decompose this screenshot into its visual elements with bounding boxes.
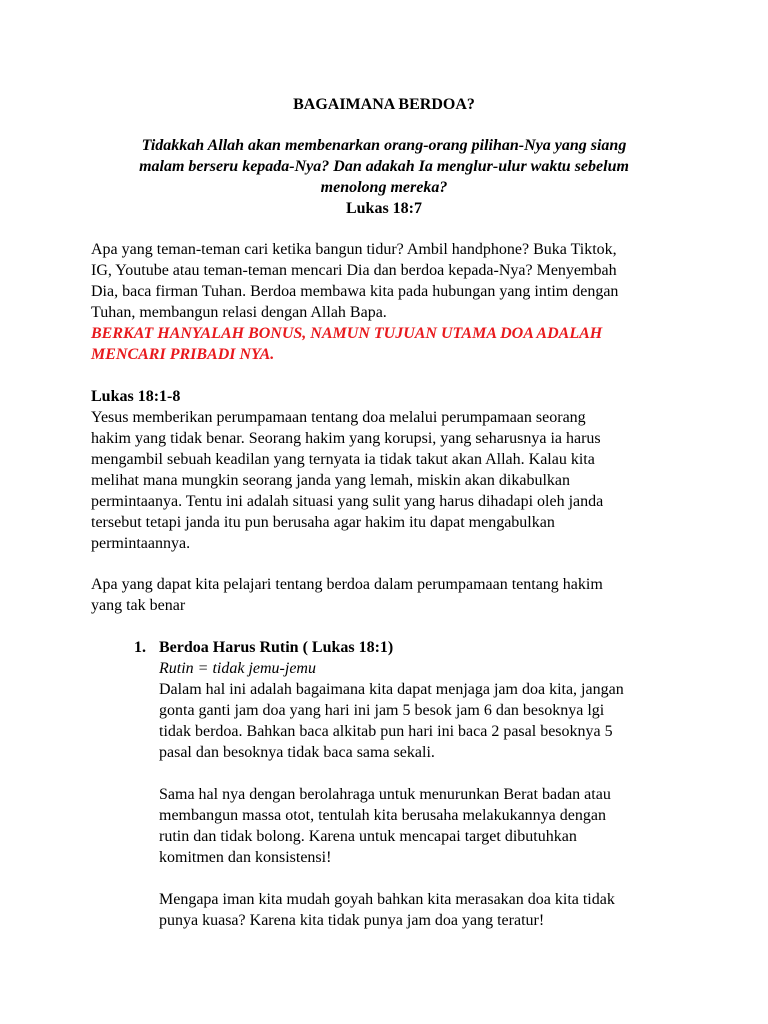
emphasis-line: BERKAT HANYALAH BONUS, NAMUN TUJUAN UTAMA DOA ADALAH [91,325,603,342]
parable-paragraph [91,407,603,554]
paragraph-line: gonta ganti jam doa yang hari ini jam 5 besok jam 6 dan besoknya lgi [159,702,605,719]
paragraph-line: Yesus memberikan perumpamaan tentang doa melalui perumpamaan seorang [91,409,586,426]
paragraph-line: tersebut tetapi janda itu pun berusaha agar hakim itu dapat mengabulkan [91,514,555,531]
paragraph-line: Apa yang teman-teman cari ketika bangun tidur? Ambil handphone? Buka Tiktok, [91,241,617,258]
verse-line: Tidakkah Allah akan membenarkan orang-orang pilihan-Nya yang siang [141,137,627,154]
list-item-number: 1. [134,639,146,656]
verse-line: menolong mereka? [320,179,448,196]
list-item-title: Berdoa Harus Rutin ( Lukas 18:1) [159,639,394,656]
paragraph-line: Dia, baca firman Tuhan. Berdoa membawa kita pada hubungan yang intim dengan [91,283,619,300]
paragraph-line: Apa yang dapat kita pelajari tentang berdoa dalam perumpamaan tentang hakim [91,576,603,593]
opening-verse [105,135,663,219]
paragraph-line: komitmen dan konsistensi! [159,849,332,866]
paragraph-line: hakim yang tidak benar. Seorang hakim yang korupsi, yang seharusnya ia harus [91,430,601,447]
paragraph-line: Tuhan, membangun relasi dengan Allah Bapa. [91,304,387,321]
paragraph-line: IG, Youtube atau teman-teman mencari Dia dan berdoa kepada-Nya? Menyembah [91,262,617,279]
document-title: BAGAIMANA BERDOA? [293,96,475,113]
paragraph-line: Mengapa iman kita mudah goyah bahkan kita merasakan doa kita tidak [159,891,615,908]
paragraph-line: Sama hal nya dengan berolahraga untuk menurunkan Berat badan atau [159,786,611,803]
paragraph-line: yang tak benar [91,597,186,614]
paragraph-line: permintaanya. Tentu ini adalah situasi yang sulit yang harus dihadapi oleh janda [91,493,604,510]
list-item-body [159,637,624,931]
paragraph-line: rutin dan tidak bolong. Karena untuk mencapai target dibutuhkan [159,828,577,845]
paragraph-line: punya kuasa? Karena kita tidak punya jam doa yang teratur! [159,912,545,929]
paragraph-line: membangun massa otot, tentulah kita berusaha melakukannya dengan [159,807,606,824]
paragraph-line: melihat mana mungkin seorang janda yang lemah, miskin akan dikabulkan [91,472,570,489]
paragraph-line: tidak berdoa. Bahkan baca alkitab pun hari ini baca 2 pasal besoknya 5 [159,723,613,740]
paragraph-gap [159,763,624,784]
paragraph-line: Dalam hal ini adalah bagaimana kita dapat menjaga jam doa kita, jangan [159,681,624,698]
lesson-intro-paragraph [91,574,603,616]
emphasis-statement [91,323,602,365]
intro-paragraph [91,239,618,323]
paragraph-line: permintaannya. [91,535,191,552]
section-heading: Lukas 18:1-8 [91,388,181,405]
paragraph-gap [159,868,624,889]
emphasis-line: MENCARI PRIBADI NYA. [91,346,275,363]
list-item-subtitle: Rutin = tidak jemu-jemu [159,660,316,677]
paragraph-line: pasal dan besoknya tidak baca sama sekali. [159,744,435,761]
verse-line: malam berseru kepada-Nya? Dan adakah Ia menglur-ulur waktu sebelum [139,158,629,175]
paragraph-line: mengambil sebuah keadilan yang ternyata ia tidak takut akan Allah. Kalau kita [91,451,595,468]
verse-reference: Lukas 18:7 [345,200,423,217]
